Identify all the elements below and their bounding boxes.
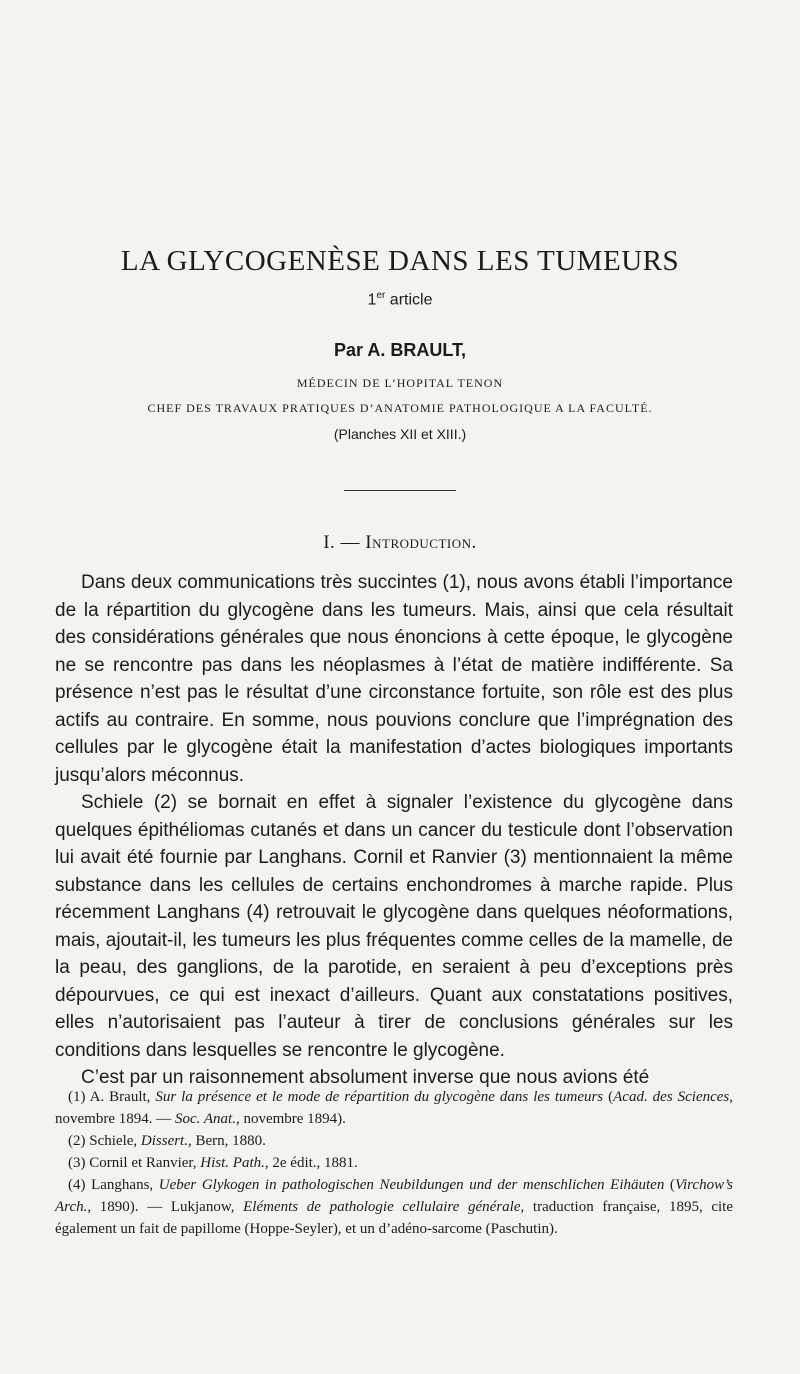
footnote-text: , Bern, 1880. <box>187 1133 266 1149</box>
section-heading <box>0 532 800 554</box>
article-word: article <box>385 291 433 309</box>
section-title: Introduction. <box>365 532 477 553</box>
footnote-text: , novembre 1894. — <box>55 1089 733 1127</box>
footnote-text: , 2e édit., 1881. <box>264 1155 358 1171</box>
page-title: LA GLYCOGENÈSE DANS LES TUMEURS <box>120 245 680 277</box>
footnote-3 <box>55 1152 733 1174</box>
footnote-4 <box>55 1174 733 1240</box>
plates-reference: (Planches XII et XIII.) <box>333 426 467 442</box>
footnote-title: Acad. des Sciences <box>613 1089 730 1105</box>
footnote-text: (4) Langhans, <box>68 1177 159 1193</box>
article-ordinal-suffix: er <box>376 290 386 301</box>
footnotes <box>55 1086 733 1240</box>
footnote-title: Hist. Path. <box>200 1155 265 1171</box>
footnote-title: Dissert. <box>140 1133 188 1149</box>
author-byline: Par A. BRAULT, <box>333 340 466 360</box>
body-text <box>55 569 733 1092</box>
footnote-title: Sur la présence et le mode de répartition du glycogène dans les tumeurs <box>155 1089 604 1105</box>
author-role-hospital: MÉDECIN DE L’HOPITAL TENON <box>296 376 504 390</box>
footnote-text: ( <box>603 1089 614 1105</box>
footnote-text: , 1890). — Lukjanow, <box>87 1199 244 1215</box>
article-label <box>0 290 800 309</box>
footnote-text: (3) Cornil et Ranvier, <box>68 1155 201 1171</box>
footnote-text: (1) A. Brault, <box>68 1089 156 1105</box>
separator-rule <box>344 490 456 491</box>
footnote-title: Eléments de pathologie cellulaire générale <box>243 1199 521 1215</box>
paragraph: Dans deux communications très succintes (1), nous avons établi l’importance de la répartition du glycogène dans les tumeurs. Mais, ainsi que cela résultait des considérations générales que nous énoncions à cette époque, le glycogène ne se rencontre pas dans les néoplasmes à l’état de matière indifférente. Sa présence n’est pas le résultat d’une circonstance fortuite, son rôle est des plus actifs au contraire. En somme, nous pouvions conclure que l’imprégnation des cellules par le glycogène était la manifestation d’actes biologiques importants jusqu’alors méconnus. <box>55 572 733 786</box>
section-number: I. — <box>323 532 366 553</box>
footnote-text: , novembre 1894). <box>235 1111 346 1127</box>
footnote-title: Soc. Anat. <box>174 1111 236 1127</box>
footnote-title: Ueber Glykogen in pathologischen Neubildungen und der menschlichen Eihäuten <box>158 1177 665 1193</box>
footnote-title: Virchow’s Arch. <box>55 1177 733 1215</box>
footnote-1 <box>55 1086 733 1130</box>
footnote-text: ( <box>664 1177 675 1193</box>
footnote-text: (2) Schiele, <box>68 1133 141 1149</box>
paragraph: Schiele (2) se bornait en effet à signaler l’existence du glycogène dans quelques épithéliomas cutanés et dans un cancer du testicule dont l’observation lui avait été fournie par Langhans. Cornil et Ranvier (3) mentionnaient la même substance dans les cellules de certains enchondromes à marche rapide. Plus récemment Langhans (4) retrouvait le glycogène dans quelques néoformations, mais, ajoutait-il, les tumeurs les plus fréquentes comme celles de la mamelle, de la peau, des ganglions, de la parotide, en seraient à peu d’exceptions près dépourvues, ce qui est inexact d’ailleurs. Quant aux constatations positives, elles n’autorisaient pas l’auteur à tirer de conclusions générales sur les conditions dans lesquelles se rencontre le glycogène. <box>55 792 733 1061</box>
author-role-faculty: CHEF DES TRAVAUX PRATIQUES D’ANATOMIE PATHOLOGIQUE A LA FACULTÉ. <box>147 401 653 415</box>
paragraph: C’est par un raisonnement absolument inverse que nous avions été <box>81 1067 650 1088</box>
footnote-text: , traduction française, 1895, cite également un fait de papillome (Hoppe-Seyler), et un d’adéno-sarcome (Paschutin). <box>55 1199 734 1237</box>
article-number: 1 <box>367 291 377 309</box>
footnote-2 <box>55 1130 733 1152</box>
